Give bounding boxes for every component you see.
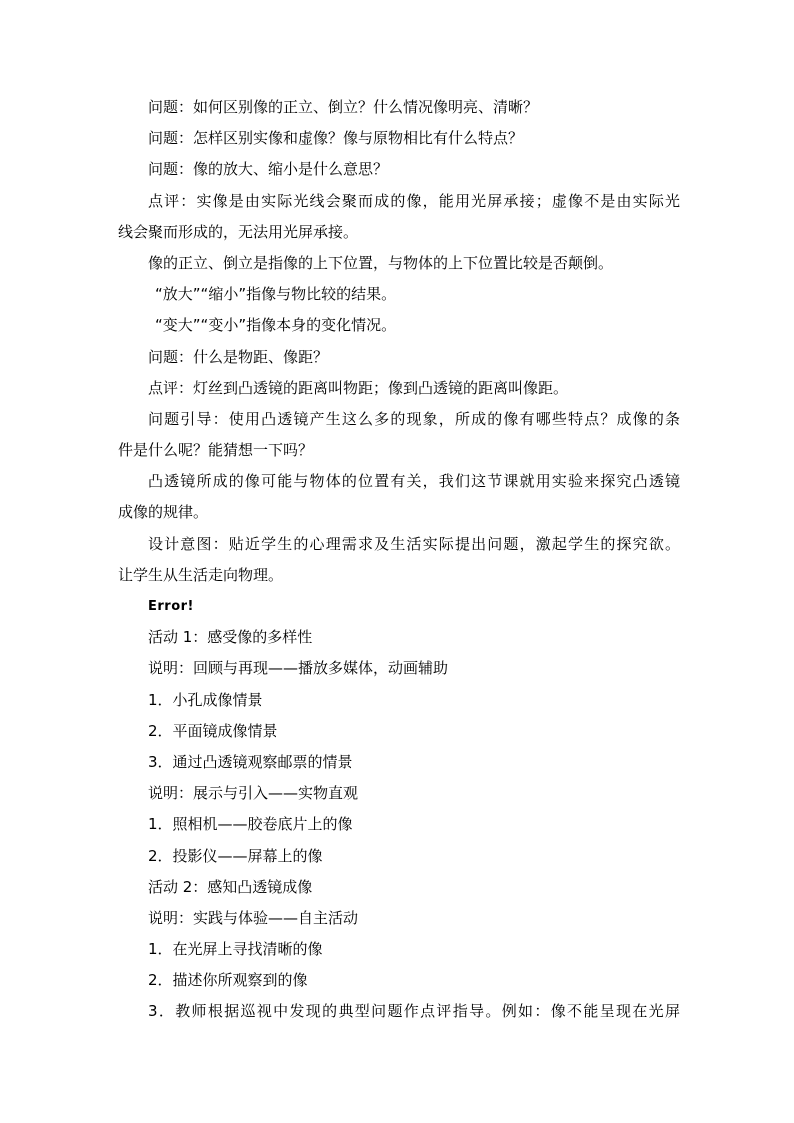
document-page <box>118 92 680 1028</box>
guide-line-2: 件是什么呢？能猜想一下吗？ <box>118 441 314 460</box>
comment-line-virtual-image: 线会聚而形成的，无法用光屏承接。 <box>118 222 359 241</box>
design-intent-line-2: 让学生从生活走向物理。 <box>118 565 284 584</box>
question-line-distance: 问题：什么是物距、像距？ <box>148 347 329 366</box>
comment-line-real-image: 点评：实像是由实际光线会聚而成的像，能用光屏承接；虚像不是由实际光 <box>148 191 680 210</box>
hypothesis-line-2: 成像的规律。 <box>118 503 209 522</box>
list-item-stamp: 3．通过凸透镜观察邮票的情景 <box>148 752 353 771</box>
list-item-teacher-guidance: 3．教师根据巡视中发现的典型问题作点评指导。例如：像不能呈现在光屏 <box>148 1002 680 1021</box>
guide-line-1: 问题引导：使用凸透镜产生这么多的现象，所成的像有哪些特点？成像的条 <box>148 409 680 428</box>
paragraph-upright-inverted: 像的正立、倒立是指像的上下位置，与物体的上下位置比较是否颠倒。 <box>148 253 614 272</box>
activity-1-title: 活动 1：感受像的多样性 <box>148 628 313 647</box>
list-item-projector: 2．投影仪——屏幕上的像 <box>148 846 323 865</box>
list-item-plane-mirror: 2．平面镜成像情景 <box>148 721 278 740</box>
list-item-find-image: 1．在光屏上寻找清晰的像 <box>148 940 323 959</box>
activity-1-note-2: 说明：展示与引入——实物直观 <box>148 784 359 803</box>
activity-2-note: 说明：实践与体验——自主活动 <box>148 908 359 927</box>
paragraph-magnify-shrink: “放大”“缩小”指像与物比较的结果。 <box>155 285 397 304</box>
question-line-magnify: 问题：像的放大、缩小是什么意思？ <box>148 160 389 179</box>
question-line-real-virtual: 问题：怎样区别实像和虚像？像与原物相比有什么特点？ <box>148 129 524 148</box>
question-line-upright-inverted: 问题：如何区别像的正立、倒立？什么情况像明亮、清晰？ <box>148 98 539 116</box>
list-item-camera: 1．照相机——胶卷底片上的像 <box>148 815 353 834</box>
design-intent-line-1: 设计意图：贴近学生的心理需求及生活实际提出问题，激起学生的探究欲。 <box>148 534 680 553</box>
activity-1-note-1: 说明：回顾与再现——播放多媒体，动画辅助 <box>148 659 449 678</box>
list-item-describe-image: 2．描述你所观察到的像 <box>148 971 308 990</box>
error-marker: Error! <box>148 599 194 614</box>
paragraph-bigger-smaller: “变大”“变小”指像本身的变化情况。 <box>155 316 397 335</box>
comment-line-distance: 点评：灯丝到凸透镜的距离叫物距；像到凸透镜的距离叫像距。 <box>148 378 569 397</box>
activity-2-title: 活动 2：感知凸透镜成像 <box>148 877 313 896</box>
hypothesis-line-1: 凸透镜所成的像可能与物体的位置有关，我们这节课就用实验来探究凸透镜 <box>148 472 680 491</box>
list-item-pinhole: 1．小孔成像情景 <box>148 690 263 709</box>
